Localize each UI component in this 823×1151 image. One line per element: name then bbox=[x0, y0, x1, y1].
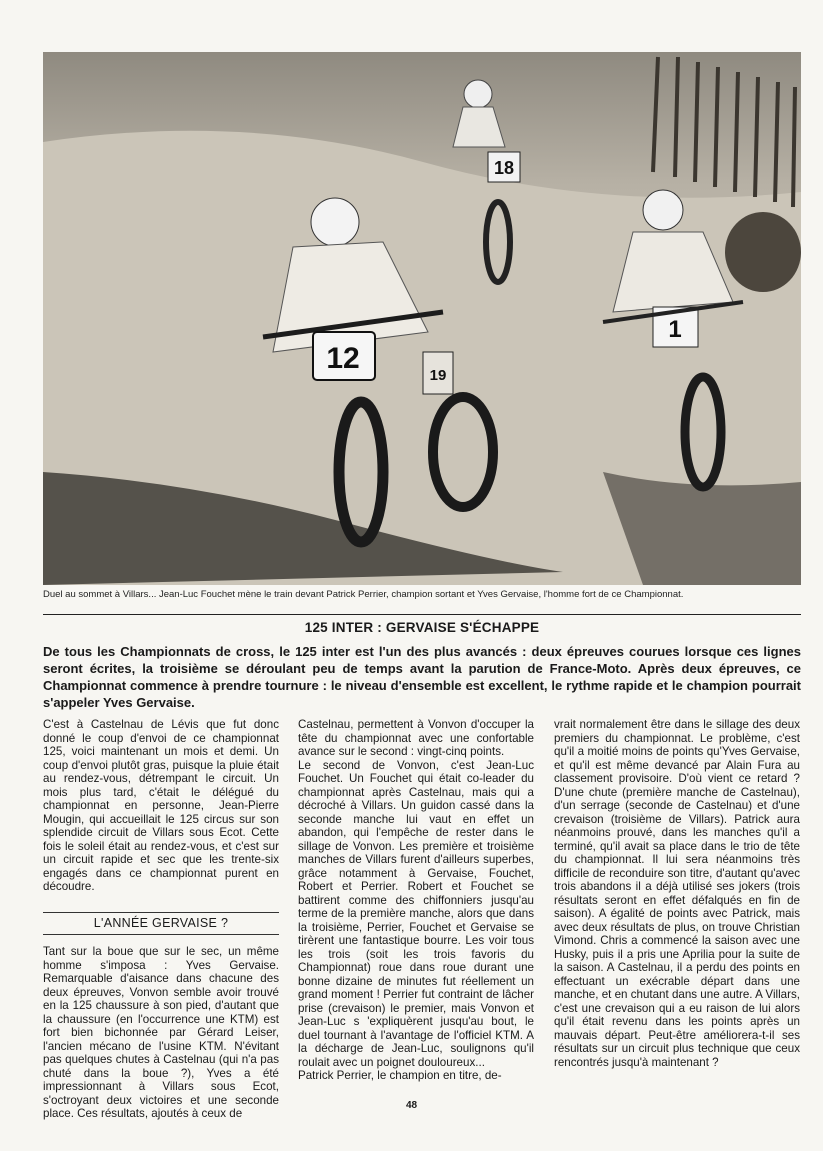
column-2 bbox=[298, 718, 534, 1083]
motocross-illustration bbox=[43, 52, 801, 585]
bike-number-12: 12 bbox=[326, 342, 360, 375]
paragraph: C'est à Castelnau de Lévis que fut donc donné le coup d'envoi de ce championnat 125, voici maintenant un mois et demi. Un coup d'envoi plutôt gras, puisque la pluie était au rendez-vous, détrempant le circuit. Un mois plus tard, c'était le délégué du championnat en personne, Jean-Pierre Mougin, qui accueillait le 125 circus sur son splendide circuit de Villars sous Ecot. Cette fois le soleil était au rendez-vous, et c'est sur un circuit rapide et sec que les trente-six engagés dans ce championnat purent en découdre. bbox=[43, 718, 279, 893]
paragraph: Castelnau, permettent à Vonvon d'occuper la tête du championnat avec une confortable avance sur le second : vingt-cinq points. bbox=[298, 718, 534, 758]
bike-number-18: 18 bbox=[493, 158, 515, 178]
paragraph: Le second de Vonvon, c'est Jean-Luc Fouchet. Un Fouchet qui était co-leader du championnat après Castelnau, mais qui a décroché à Villars. Un guidon cassé dans la seconde manche lui vaut en effet un abandon, qui l'empêche de rester dans le sillage de Vonvon. Les première et troisième manches de Villars furent d'ailleurs superbes, grâce notamment à Gervaise, Fouchet, Robert et Perrier. Robert et Fouchet se battirent comme des chiffonniers jusqu'au terme de la première manche, alors que dans la troisième, Perrier, Fouchet et Gervaise se tirèrent une fantastique bourre. Les voir tous les trois (soit les trois favoris du Championnat) roue dans roue durant une bonne dizaine de minutes fut réellement un grand moment ! Perrier fut contraint de lâcher prise (crevaison) le premier, mais Vonvon et Jean-Luc s 'expliquèrent jusqu'au bout, le duel tournant à l'avantage de l'officiel KTM. A la décharge de Jean-Luc, soulignons qu'il roulait avec un poignet douloureux... bbox=[298, 758, 534, 1069]
article-lead: De tous les Championnats de cross, le 125 inter est l'un des plus avancés : deux épreuves courues lorsque ces lignes seront écrites, la troisième se déroulant peu de temps avant la parution de France-Moto. Après deux épreuves, ce Championnat commence à prendre tournure : le niveau d'ensemble est excellent, le rythme rapide et le champion pourrait s'appeler Yves Gervaise. bbox=[43, 644, 801, 710]
paragraph: vrait normalement être dans le sillage des deux premiers du championnat. Le problème, c'est qu'il a moitié moins de points qu'Yves Gervaise, et qu'il est même devancé par Alain Fura au classement provisoire. D'où vient ce retard ? D'une chute (première manche de Castelnau), d'un serrage (seconde de Castelnau) et d'une crevaison (troisième de Villars). Patrick aura néanmoins prouvé, dans les manches qu'il a terminé, qu'il avait sa place dans le trio de tête du championnat. Il lui sera néanmoins très difficile de reconduire son titre, d'autant qu'avec trois abandons il a déjà utilisé ses jokers (trois résultats seront en effet défalqués en fin de saison). A égalité de points avec Patrick, mais avec deux résultats de plus, on trouve Christian Vimond. Chris a commencé la saison avec une Husky, puis il a pris une Aprilia pour la suite de la saison. A Castelnau, il a perdu des points en effectuant un exécrable départ dans une manche, et en chutant dans une autre. A Villars, c'est une crevaison qui a eu raison de lui alors qu'il était revenu dans les points après un mauvais départ. Peut-être améliorera-t-il ses résultats sur un circuit plus technique que ceux rencontrés jusqu'à maintenant ? bbox=[554, 718, 800, 1069]
paragraph: Tant sur la boue que sur le sec, un même homme s'imposa : Yves Gervaise. Remarquable d'aisance dans chacune des deux épreuves, Vonvon semble avoir trouvé en la 125 chaussure à son pied, d'autant que la chaussure (en l'occurrence une KTM) est fort bien bichonnée par Gérard Leiser, l'ancien mécano de l'usine KTM. N'évitant pas quelques chutes à Castelnau (qui n'a pas chuté dans la boue ?), Yves a été impressionnant à Villars sous Ecot, s'octroyant deux victoires et une seconde place. Ces résultats, ajoutés à ceux de bbox=[43, 945, 279, 1120]
photo-caption: Duel au sommet à Villars... Jean-Luc Fouchet mène le train devant Patrick Perrier, champion sortant et Yves Gervaise, l'homme fort de ce Championnat. bbox=[43, 589, 684, 600]
subheading: L'ANNÉE GERVAISE ? bbox=[43, 912, 279, 936]
article-title: 125 INTER : GERVAISE S'ÉCHAPPE bbox=[43, 614, 801, 635]
page-number: 48 bbox=[405, 1100, 418, 1111]
column-1 bbox=[43, 718, 279, 1121]
bike-number-1: 1 bbox=[668, 316, 682, 343]
paragraph: Patrick Perrier, le champion en titre, de- bbox=[298, 1069, 502, 1082]
race-photo bbox=[43, 52, 801, 585]
column-3 bbox=[554, 718, 800, 1069]
bike-number-19: 19 bbox=[429, 367, 447, 384]
